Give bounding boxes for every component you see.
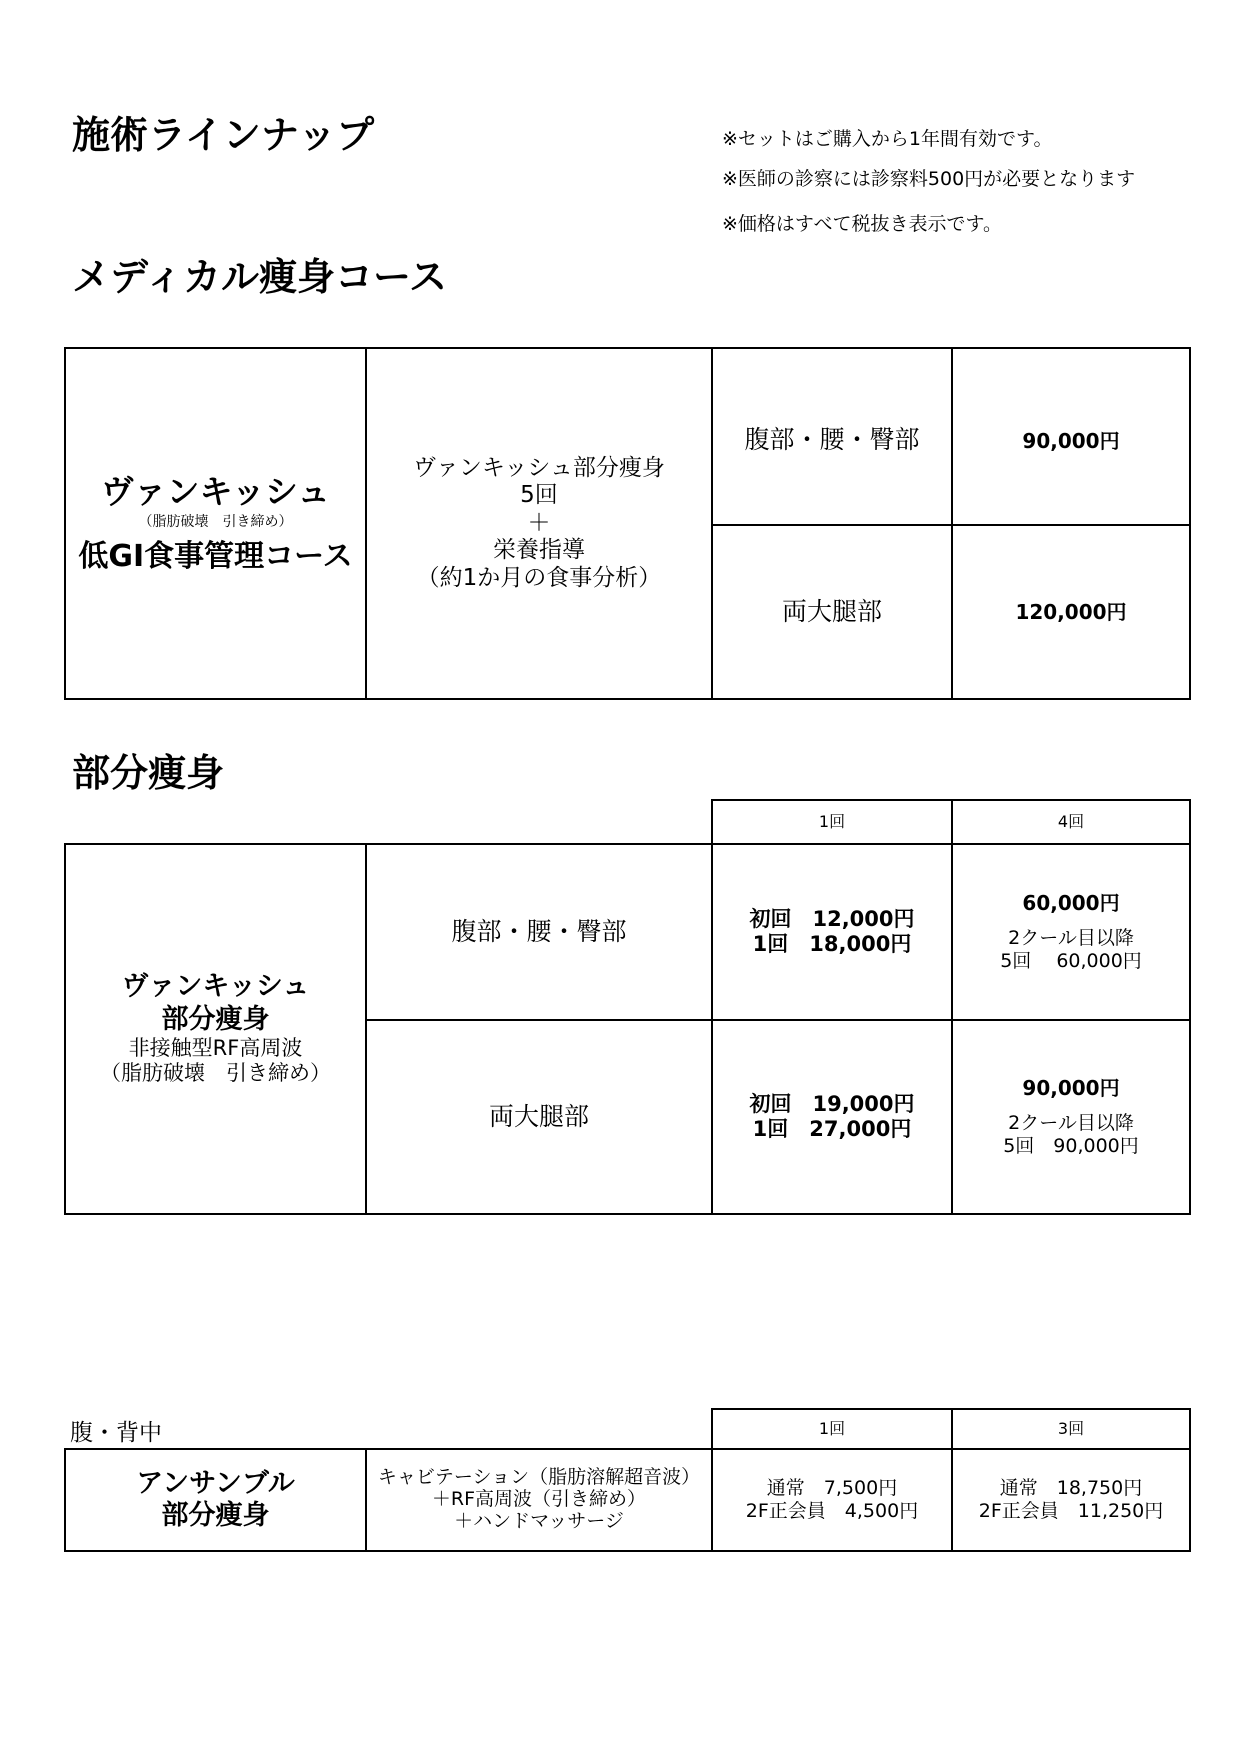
partial-sub: 非接触型RF高周波 <box>128 1036 303 1061</box>
medical-price-cell <box>951 524 1191 700</box>
medical-name: ヴァンキッシュ <box>100 472 331 512</box>
ensemble-three-cell <box>951 1448 1191 1552</box>
note-validity: ※セットはご購入から1年間有効です。 <box>722 128 1053 150</box>
partial-heading: 部分痩身 <box>72 751 225 795</box>
medical-content-line: ＋ <box>527 509 551 536</box>
partial-after-label: 2クール目以降 <box>1008 927 1134 950</box>
ensemble-content-line: キャビテーション（脂肪溶解超音波） <box>377 1466 701 1489</box>
partial-set-cell <box>951 843 1191 1021</box>
medical-content-line: ヴァンキッシュ部分痩身 <box>413 454 665 481</box>
medical-name-sub: （脂肪破壊 引き締め） <box>138 513 293 530</box>
ensemble-col-header <box>711 1408 953 1450</box>
medical-price: 90,000円 <box>1022 429 1120 453</box>
partial-set-price: 90,000円 <box>1022 1076 1120 1101</box>
page-title: 施術ラインナップ <box>72 113 375 157</box>
ensemble-one-cell <box>711 1448 953 1552</box>
partial-name: 部分痩身 <box>161 1003 270 1035</box>
partial-col-header <box>711 799 953 845</box>
partial-single-price: 1回 18,000円 <box>752 932 912 956</box>
medical-content-cell <box>365 347 713 700</box>
ensemble-one-member: 2F正会員 4,500円 <box>745 1500 919 1522</box>
partial-set-cell <box>951 1019 1191 1215</box>
ensemble-col-header <box>951 1408 1191 1450</box>
partial-first-price: 初回 19,000円 <box>749 1091 915 1116</box>
medical-price: 120,000円 <box>1015 600 1127 624</box>
medical-course-heading: メディカル痩身コース <box>72 255 448 299</box>
medical-price-cell <box>951 347 1191 526</box>
ensemble-three-member: 2F正会員 11,250円 <box>978 1500 1164 1522</box>
medical-content-line: 栄養指導 <box>493 537 585 564</box>
ensemble-name: アンサンブル <box>136 1467 295 1499</box>
medical-course-name: 低GI食事管理コース <box>78 538 353 574</box>
partial-area: 腹部・腰・臀部 <box>451 917 627 946</box>
partial-col-one: 1回 <box>818 812 846 832</box>
ensemble-three-normal: 通常 18,750円 <box>999 1477 1143 1500</box>
ensemble-content-cell <box>365 1448 713 1552</box>
partial-after-label: 2クール目以降 <box>1008 1112 1134 1135</box>
ensemble-name-cell <box>64 1448 367 1552</box>
ensemble-one-normal: 通常 7,500円 <box>766 1477 898 1500</box>
partial-single-cell <box>711 1019 953 1215</box>
partial-area-cell <box>365 1019 713 1215</box>
ensemble-col-three: 3回 <box>1057 1419 1085 1439</box>
medical-area-cell <box>711 524 953 700</box>
partial-after-price: 5回 60,000円 <box>1000 950 1142 972</box>
partial-col-header <box>951 799 1191 845</box>
partial-single-cell <box>711 843 953 1021</box>
partial-name-cell <box>64 843 367 1215</box>
medical-name-cell <box>64 347 367 700</box>
partial-col-four: 4回 <box>1057 812 1085 832</box>
partial-area-cell <box>365 843 713 1021</box>
ensemble-content-line: ＋ハンドマッサージ <box>454 1509 624 1532</box>
ensemble-name: 部分痩身 <box>161 1500 270 1531</box>
partial-single-price: 1回 27,000円 <box>752 1117 912 1141</box>
note-consultation-fee: ※医師の診察には診察料500円が必要となります <box>722 168 1136 190</box>
medical-area-cell <box>711 347 953 526</box>
partial-area: 両大腿部 <box>488 1102 589 1131</box>
ensemble-col-one: 1回 <box>818 1419 846 1439</box>
partial-first-price: 初回 12,000円 <box>749 906 915 931</box>
ensemble-content-line: ＋RF高周波（引き締め） <box>431 1488 647 1511</box>
medical-area: 両大腿部 <box>781 597 882 626</box>
medical-area: 腹部・腰・臀部 <box>744 425 920 454</box>
medical-content-line: 5回 <box>520 482 558 509</box>
medical-content-line: （約1か月の食事分析） <box>416 564 662 591</box>
partial-sub: （脂肪破壊 引き締め） <box>100 1061 331 1086</box>
note-tax: ※価格はすべて税抜き表示です。 <box>722 213 1003 235</box>
partial-name: ヴァンキッシュ <box>121 971 310 1003</box>
ensemble-area-label: 腹・背中 <box>70 1420 162 1446</box>
partial-set-price: 60,000円 <box>1022 891 1120 916</box>
partial-after-price: 5回 90,000円 <box>1003 1135 1139 1157</box>
